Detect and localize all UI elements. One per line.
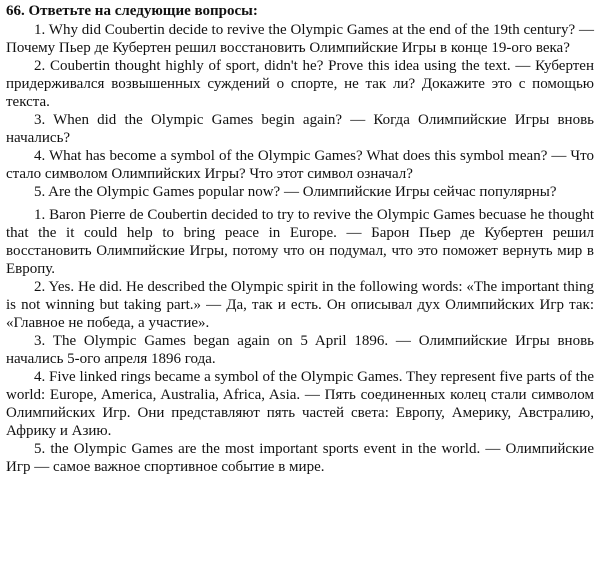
answer-4: 4. Five linked rings became a symbol of the Olympic Games. They represent five parts of the world: Europe, America, Australia, Africa, Asia. — Пять соединенных колец стали символом Олимпийских Игр. Они представляют пять частей света: Европу, Америку, Австралию, Африку и Азию. [6,369,594,439]
question-5: 5. Are the Olympic Games popular now? — Олимпийские Игры сейчас популярны? [34,184,557,200]
question-3: 3. When did the Olympic Games begin again? — Когда Олимпийские Игры вновь начались? [6,112,594,146]
question-1: 1. Why did Coubertin decide to revive the Olympic Games at the end of the 19th century? — Почему Пьер де Кубертен решил восстановить Олимпийские Игры в конце 19-ого века? [6,22,594,56]
question-4: 4. What has become a symbol of the Olympic Games? What does this symbol mean? — Что стало символом Олимпийских Игры? Что этот символ означал? [6,148,594,182]
answer-2: 2. Yes. He did. He described the Olympic spirit in the following words: «The important thing is not winning but taking part.» — Да, так и есть. Он описывал дух Олимпийских Игр так: «Главное не победа, а участие». [6,279,594,331]
answer-3: 3. The Olympic Games began again on 5 April 1896. — Олимпийские Игры вновь начались 5-ого апреля 1896 года. [6,333,594,367]
answer-1: 1. Baron Pierre de Coubertin decided to try to revive the Olympic Games becuase he thought that the it could help to bring peace in Europe. — Барон Пьер де Кубертен решил восстановить Олимпийские Игры, потому что он подумал, что это поможет вернуть мир в Европу. [6,207,594,277]
questions-list [6,21,594,201]
question-2: 2. Coubertin thought highly of sport, didn't he? Prove this idea using the text. — Кубертен придерживался возвышенных суждений о спорте, не так ли? Докажите это с помощью текста. [6,58,594,110]
exercise-heading: 66. Ответьте на следующие вопросы: [6,3,258,19]
answers-list [6,206,594,476]
answer-5: 5. the Olympic Games are the most important sports event in the world. — Олимпийские Игр — самое важное спортивное событие в мире. [6,441,594,475]
